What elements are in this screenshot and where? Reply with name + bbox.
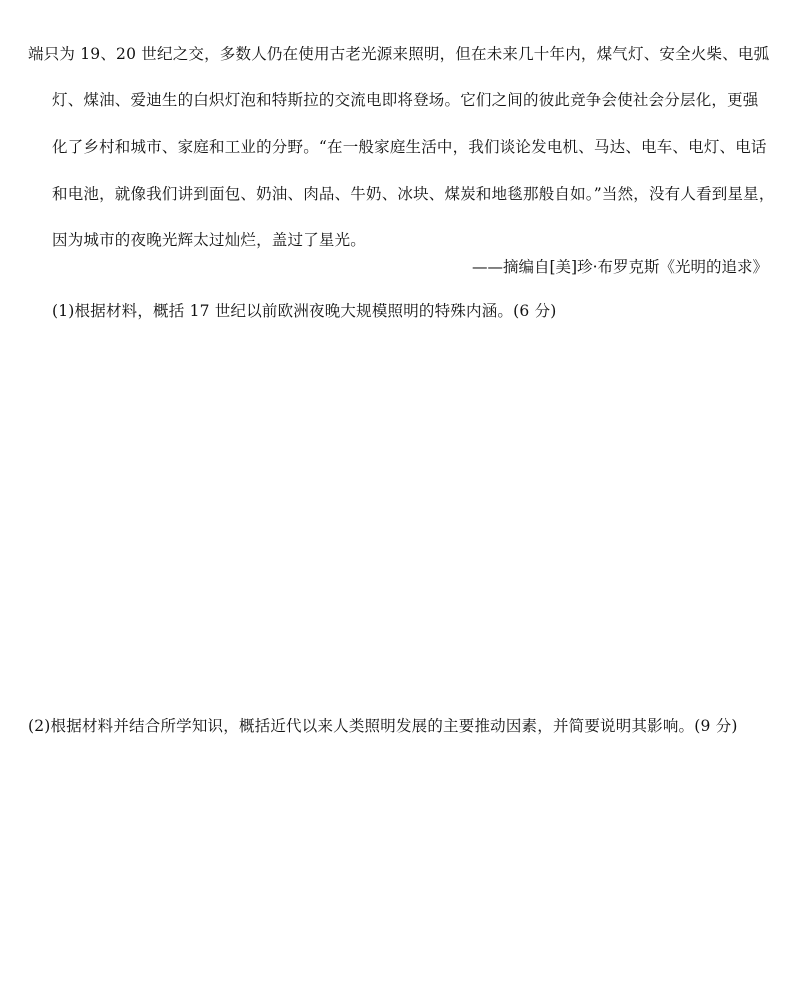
answer-area-2[interactable] [52, 746, 772, 966]
material-line-2: 灯、煤油、爱迪生的白炽灯泡和特斯拉的交流电即将登场。它们之间的彼此竞争会使社会分层化，更强 [52, 91, 759, 109]
material-line-3: 化了乡村和城市、家庭和工业的分野。“在一般家庭生活中，我们谈论发电机、马达、电车、电灯、电话 [52, 138, 767, 156]
question-1: (1)根据材料，概括 17 世纪以前欧洲夜晚大规模照明的特殊内涵。(6 分) [52, 302, 557, 320]
material-line-1: 端只为 19、20 世纪之交，多数人仍在使用古老光源来照明，但在未来几十年内，煤气灯、安全火柴、电弧 [28, 45, 770, 63]
question-2: (2)根据材料并结合所学知识，概括近代以来人类照明发展的主要推动因素，并简要说明其影响。(9 分) [28, 717, 738, 735]
answer-area-1[interactable] [52, 330, 772, 700]
material-line-5: 因为城市的夜晚光辉太过灿烂，盖过了星光。 [52, 231, 367, 249]
source-citation: ——摘编自[美]珍·布罗克斯《光明的追求》 [471, 258, 768, 276]
material-line-4: 和电池，就像我们讲到面包、奶油、肉品、牛奶、冰块、煤炭和地毯那般自如。”当然，没有人看到星星， [52, 185, 775, 203]
